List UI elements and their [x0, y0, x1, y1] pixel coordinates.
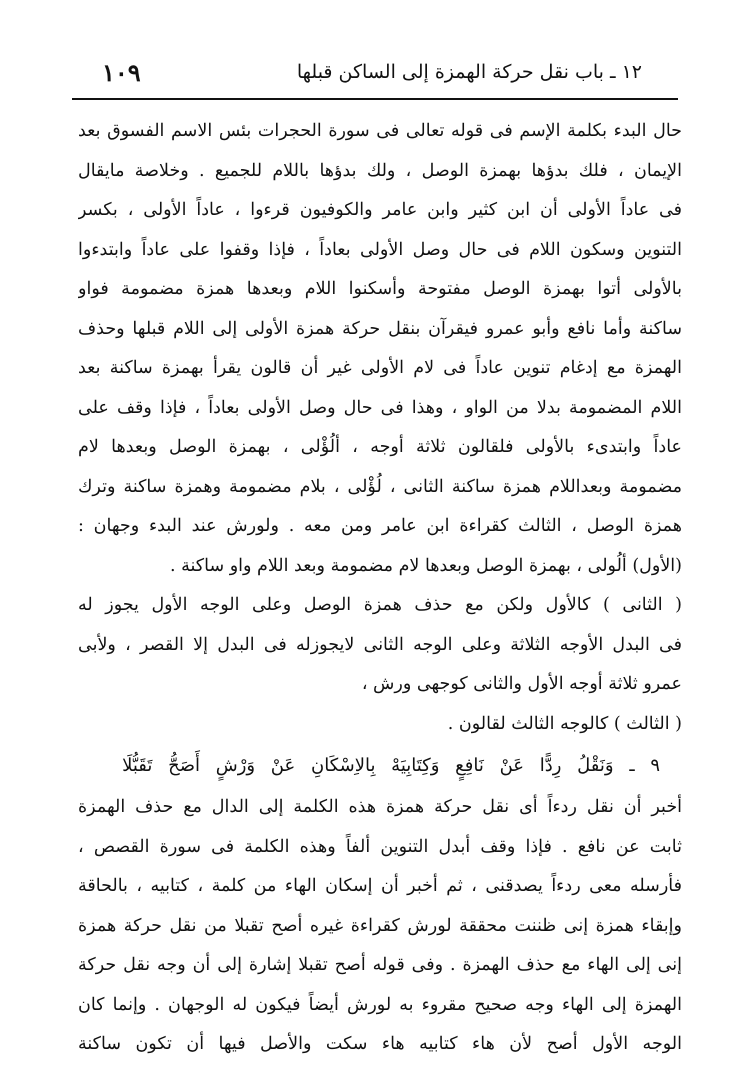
- text-line: الوجه الأول أصح لأن هاء كتابيه هاء سكت والأصل فيها أن تكون ساكنة: [78, 1034, 682, 1054]
- text-line: ثابت عن نافع . فإذا وقف أبدل التنوين ألفاً وهذه الكلمة فى سورة القصص ،: [78, 836, 682, 857]
- text-line: التنوين وسكون اللام فى حال وصل الأولى بعاداً ، فإذا وقفوا على عاداً وابتدءوا: [78, 239, 682, 260]
- text-line: همزة الوصل ، الثالث كقراءة ابن عامر ومن معه . ولورش عند البدء وجهان :: [78, 516, 682, 536]
- page-body: [78, 112, 682, 1065]
- chapter-title: ١٢ ـ باب نقل حركة الهمزة إلى الساكن قبلها: [296, 61, 642, 83]
- header-rule: [72, 98, 678, 100]
- text-line: أخبر أن نقل ردءاً أى نقل حركة همزة هذه الكلمة إلى الدال مع حذف الهمزة: [78, 797, 682, 817]
- text-line: إنى إلى الهاء مع حذف الهمزة . وفى قوله أصح تقبلا إشارة إلى أن وجه نقل حركة: [78, 955, 682, 975]
- text-line: ( الثانى ) كالأول ولكن مع حذف همزة الوصل وعلى الوجه الأول يجوز له: [78, 595, 682, 615]
- text-line: عاداً وابتدىء بالأولى فلقالون ثلاثة أوجه ، ألُؤْلى ، بهمزة الوصل وبعدها لام: [78, 437, 682, 457]
- text-line: عمرو ثلاثة أوجه الأول والثانى كوجهى ورش ،: [361, 674, 682, 694]
- text-line: مضمومة وبعداللام همزة ساكنة الثانى ، لُؤْلى ، بلام مضمومة وهمزة ساكنة وترك: [78, 476, 682, 497]
- poem-verse: ٩ ـ وَنَقْلُ رِدًّا عَنْ نَافِعٍ وَكِتَابِيَهْ بِالاِسْكَانِ عَنْ وَرْشٍ أَصَحُّ تَقَبُّلَا: [122, 755, 660, 776]
- text-line: فى عاداً الأولى أن ابن كثير وابن عامر والكوفيون قرءوا ، عاداً الأولى ، بكسر: [78, 200, 682, 220]
- text-line: ( الثالث ) كالوجه الثالث لقالون .: [447, 713, 682, 734]
- text-line: (الأول) ألُولى ، بهمزة الوصل وبعدها لام مضمومة وبعد اللام واو ساكنة .: [170, 555, 682, 576]
- text-line: حال البدء بكلمة الإسم فى قوله تعالى فى سورة الحجرات بئس الاسم الفسوق بعد: [78, 121, 682, 141]
- text-line: ساكنة وأما نافع وأبو عمرو فيقرآن بنقل حركة همزة الأولى إلى اللام قبلها وحذف: [78, 318, 682, 339]
- text-line: بالأولى أتوا بهمزة الوصل مفتوحة وأسكنوا اللام وبعدها همزة مضمومة فواو: [78, 279, 682, 299]
- text-line: الهمزة إلى الهاء وجه صحيح مقروء به لورش أيضاً فيكون له الوجهان . وإنما كان: [78, 994, 682, 1015]
- running-header: [82, 58, 682, 94]
- text-line: وإبقاء همزة إنى ظننت محققة لورش كقراءة غيره أصح تقبلا من نقل حركة همزة: [78, 915, 682, 936]
- text-line: الإيمان ، فلك بدؤها بهمزة الوصل ، ولك بدؤها باللام للجميع . وخلاصة مايقال: [78, 160, 682, 181]
- text-line: الهمزة مع إدغام تنوين عاداً فى لام الأولى غير أن قالون يقرأ بهمزة ساكنة بعد: [78, 358, 682, 378]
- page-number: ١٠٩: [102, 58, 141, 87]
- text-line: اللام المضمومة بدلا من الواو ، وهذا فى حال وصل الأولى بعاداً ، فإذا وقف على: [78, 397, 682, 418]
- text-line: فى البدل الأوجه الثلاثة وعلى الوجه الثانى لايجوزله فى البدل إلا القصر ، ولأبى: [78, 634, 682, 655]
- text-line: فأرسله معى ردءاً يصدقنى ، ثم أخبر أن إسكان الهاء من كلمة ، كتابيه ، بالحاقة: [78, 876, 682, 896]
